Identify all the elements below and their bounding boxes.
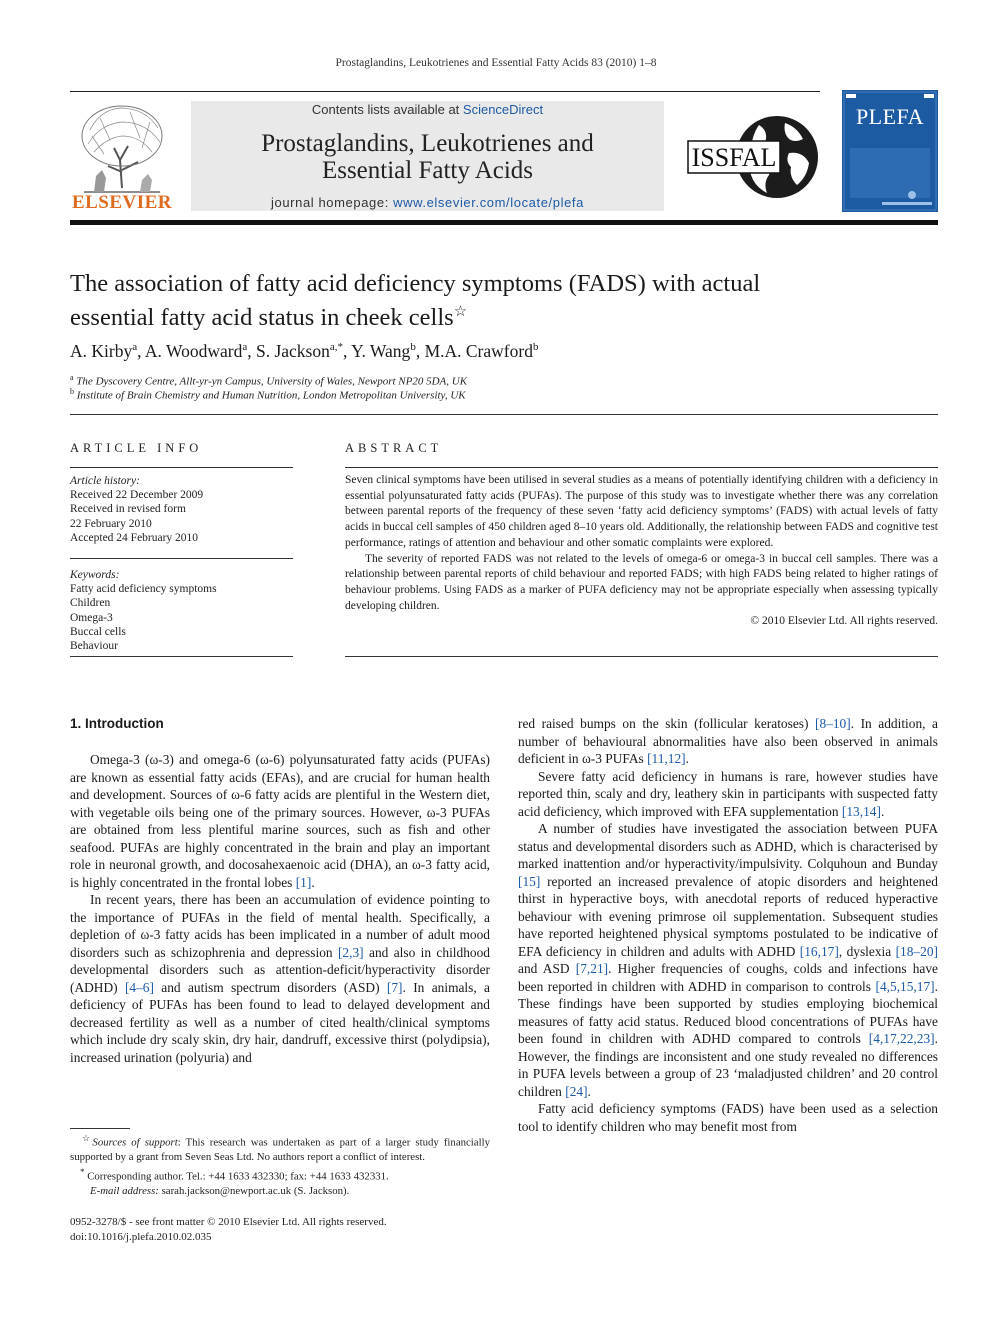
intro-paragraph bbox=[518, 1100, 938, 1135]
affiliation-a bbox=[70, 373, 770, 388]
abstract-rule-bottom bbox=[345, 656, 938, 657]
email-label: E-mail address: bbox=[90, 1184, 159, 1197]
article-title-line2: essential fatty acid status in cheek cells bbox=[70, 304, 454, 332]
citation-link[interactable]: [24] bbox=[565, 1083, 588, 1099]
support-label: Sources of support bbox=[92, 1136, 178, 1149]
author-affil-mark[interactable]: a bbox=[132, 341, 138, 354]
citation-link[interactable]: [13,14] bbox=[841, 803, 881, 819]
paragraph-text: . In addition, a number of behavioural abnormalities have also been observed in animals deficient in ω-3 PUFAs bbox=[518, 716, 938, 766]
abstract-body bbox=[345, 473, 938, 630]
abstract-rule-top bbox=[345, 467, 938, 468]
intro-paragraph bbox=[518, 820, 938, 1100]
intro-paragraph bbox=[518, 768, 938, 821]
paragraph-text: A number of studies have investigated the association between PUFA status and developmental disorders such as ADHD, which is characterised by marked inattention and/or hyperactivity/impulsivity. Colquhoun and Bunday bbox=[518, 821, 938, 871]
paragraph-text: Omega-3 (ω-3) and omega-6 (ω-6) polyunsaturated fatty acids (PUFAs) are known as essential fatty acids (EFAs), and are crucial for human health and development. Sources of ω-6 fatty acids are plentiful in the Western diet, with vegetable oils being one of the primary sources. However, ω-3 PUFAs are obtained from less plentiful marine sources, such as fish and other seafood. PUFAs are highly concentrated in the brain and play an important role in neuronal growth, and docosahexaenoic acid (DHA), an ω-3 fatty acid, is highly concentrated in the frontal lobes bbox=[70, 752, 490, 890]
sciencedirect-link[interactable]: ScienceDirect bbox=[462, 102, 544, 117]
author-separator: , bbox=[343, 341, 352, 361]
intro-paragraph bbox=[518, 715, 938, 768]
author-affil-mark[interactable]: b bbox=[410, 341, 416, 354]
paragraph-text: . bbox=[685, 751, 689, 766]
citation-link[interactable]: [11,12] bbox=[647, 751, 686, 766]
journal-title-line1: Prostaglandins, Leukotrienes and bbox=[261, 130, 594, 157]
citation-link[interactable]: [16,17] bbox=[799, 943, 839, 959]
support-footnote-mark: ☆ bbox=[82, 1133, 93, 1143]
paragraph-text: and also in childhood developmental disorders such as attention-deficit/hyperactivity disorder (ADHD) bbox=[70, 944, 490, 995]
body-right-column bbox=[518, 715, 938, 1135]
abstract-heading: ABSTRACT bbox=[345, 441, 443, 455]
history-item: 22 February 2010 bbox=[70, 517, 152, 530]
paragraph-text: and autism spectrum disorders (ASD) bbox=[153, 979, 387, 995]
paragraph-text: . bbox=[880, 803, 885, 819]
author-name: S. Jackson bbox=[255, 341, 330, 361]
journal-title bbox=[191, 130, 664, 184]
issn-line: 0952-3278/$ - see front matter © 2010 Elsevier Ltd. All rights reserved. bbox=[70, 1216, 387, 1228]
email-footnote bbox=[70, 1184, 490, 1199]
paragraph-text: . In animals, a deficiency of PUFAs has been found to lead to delayed development and decreased fertility as well as a number of cited health/clinical symptoms which include dry scaly skin, dry hair, dandruff, excessive thirst (polydipsia), increased urination (polyuria) and bbox=[70, 979, 490, 1065]
author-separator: , bbox=[247, 341, 256, 361]
article-history bbox=[70, 474, 293, 545]
doi-line[interactable]: doi:10.1016/j.plefa.2010.02.035 bbox=[70, 1230, 212, 1243]
paragraph-text: . bbox=[587, 1083, 591, 1099]
article-info-rule-bottom bbox=[70, 656, 293, 657]
body-left-column bbox=[70, 751, 490, 1066]
paragraph-text: . Higher frequencies of coughs, colds and infections have been reported in children with ADHD in comparison to controls bbox=[518, 961, 938, 994]
author-affil-mark[interactable]: a bbox=[242, 341, 248, 354]
paragraph-text: Fatty acid deficiency symptoms (FADS) have been used as a selection tool to identify children who may benefit most from bbox=[518, 1101, 938, 1134]
citation-link[interactable]: [1] bbox=[295, 874, 312, 890]
article-title bbox=[70, 269, 940, 332]
article-info-rule-top bbox=[70, 467, 293, 468]
header-section-divider bbox=[70, 414, 938, 415]
issfal-globe-logo-icon bbox=[685, 113, 820, 203]
author-affil-mark[interactable]: b bbox=[532, 341, 539, 354]
abstract-copyright: © 2010 Elsevier Ltd. All rights reserved. bbox=[750, 615, 938, 628]
keyword-item: Fatty acid deficiency symptoms bbox=[70, 583, 217, 596]
article-info-heading: ARTICLE INFO bbox=[70, 441, 203, 455]
paragraph-text: . bbox=[311, 874, 315, 890]
author-name: A. Woodward bbox=[144, 341, 243, 361]
bottom-info bbox=[70, 1215, 490, 1244]
author-name: Y. Wang bbox=[351, 341, 411, 361]
author-affil-mark[interactable]: a,* bbox=[329, 341, 343, 354]
paragraph-text: . However, the findings are inconsistent and one study revealed no differences in PUFA levels between a group of 23 ‘maladjusted children’ and 20 control children bbox=[518, 1031, 938, 1099]
paragraph-text: red raised bumps on the skin (follicular keratoses) bbox=[518, 716, 815, 731]
paragraph-text: In recent years, there has been an accumulation of evidence pointing to the importance of PUFAs in the field of mental health. Specifically, a depletion of ω-3 fatty acids has been implicated in a number of adult mood disorders such as schizophrenia and depression bbox=[70, 892, 490, 960]
support-text: : This research was undertaken as part of a larger study financially supported by a grant from Seven Seas Ltd. No authors report a conflict of interest. bbox=[70, 1136, 490, 1164]
header-divider bbox=[70, 91, 820, 92]
abstract-paragraph-2: The severity of reported FADS was not related to the levels of omega-6 or omega-3 in buccal cell samples. There was a relationship between parental reports of child behaviour and reported FADS; with high FADS being related to higher ratings of behaviour problems. Using FADS as a marker of PUFA deficiency may not be appropriate especially when assessing typically developing children. bbox=[345, 552, 938, 612]
paragraph-text: Severe fatty acid deficiency in humans is rare, however studies have reported thin, scaly and dry, leathery skin in participants with suspected fatty acid deficiency, which improved with EFA supplementation bbox=[518, 768, 938, 819]
paragraph-text: . These findings have been supported by studies employing biochemical measures of fatty acid status. Reduced blood concentrations of PUFAs have been found in children with ADHD compared to controls bbox=[518, 978, 938, 1046]
issfal-logo-text: ISSFAL bbox=[691, 143, 777, 172]
intro-paragraph bbox=[70, 751, 490, 891]
history-item: Accepted 24 February 2010 bbox=[70, 531, 199, 544]
author-separator: , bbox=[415, 341, 425, 361]
article-title-line1: The association of fatty acid deficiency symptoms (FADS) with actual bbox=[70, 270, 761, 297]
paragraph-text: reported an increased prevalence of atopic disorders and heightened thirst in hyperactive boys, with anecdotal reports of reduced hyperactive behaviour with evening primrose oil supplementation. Subsequent studies have reported heightened physical symptoms postulated to be indicative of EFA deficiency in children and adults with ADHD bbox=[518, 873, 938, 959]
author-separator: , bbox=[137, 341, 145, 361]
citation-link[interactable]: [15] bbox=[518, 873, 541, 889]
homepage-prefix: journal homepage: bbox=[271, 195, 394, 210]
citation-link[interactable]: [8–10] bbox=[814, 716, 851, 731]
keyword-item: Omega-3 bbox=[70, 611, 113, 624]
citation-link[interactable]: [18–20] bbox=[895, 943, 938, 959]
corresponding-mark: * bbox=[80, 1166, 85, 1177]
title-footnote-mark[interactable]: ☆ bbox=[453, 304, 468, 320]
cover-title: PLEFA bbox=[855, 104, 925, 129]
corresponding-author-footnote bbox=[70, 1165, 490, 1184]
paragraph-text: and ASD bbox=[518, 961, 576, 976]
contents-prefix: Contents lists available at bbox=[311, 102, 463, 117]
citation-link[interactable]: [4,5,15,17] bbox=[875, 978, 935, 994]
corresponding-text: Corresponding author. Tel.: +44 1633 432330; fax: +44 1633 432331. bbox=[87, 1170, 389, 1183]
footnotes bbox=[70, 1131, 490, 1198]
keyword-item: Children bbox=[70, 597, 111, 610]
running-head: Prostaglandins, Leukotrienes and Essential Fatty Acids 83 (2010) 1–8 bbox=[335, 57, 657, 69]
intro-paragraph bbox=[70, 891, 490, 1066]
footnote-rule bbox=[70, 1128, 130, 1129]
elsevier-wordmark: ELSEVIER bbox=[71, 192, 173, 213]
history-item: Received in revised form bbox=[70, 503, 186, 516]
author-list bbox=[70, 341, 940, 362]
journal-title-line2: Essential Fatty Acids bbox=[321, 157, 534, 184]
masthead-rule bbox=[70, 220, 938, 225]
paragraph-text: , dyslexia bbox=[838, 943, 896, 959]
affiliation-text: The Dyscovery Centre, Allt-yr-yn Campus, University of Wales, Newport NP20 5DA, UK bbox=[76, 375, 468, 388]
email-text[interactable]: sarah.jackson@newport.ac.uk (S. Jackson). bbox=[158, 1184, 350, 1197]
affiliation-b bbox=[70, 387, 770, 402]
citation-link[interactable]: [7,21] bbox=[575, 961, 609, 976]
keyword-item: Behaviour bbox=[70, 640, 118, 653]
affiliation-text: Institute of Brain Chemistry and Human Nutrition, London Metropolitan University, UK bbox=[76, 389, 466, 402]
history-item: Received 22 December 2009 bbox=[70, 489, 204, 502]
journal-homepage-link[interactable]: www.elsevier.com/locate/plefa bbox=[393, 195, 584, 210]
abstract-paragraph-1: Seven clinical symptoms have been utilised in several studies as a means of potentially identifying children with a deficiency in essential polyunsaturated fatty acids (PUFAs). The purpose of this study was to investigate whether there was any correlation between parental reports of the frequency of these seven ‘fatty acid deficiency symptoms’ (FADS) with actual levels of fatty acids in buccal cell samples of 450 children aged 8–10 years old. Additionally, the relationship between FADS and cognitive test performance, ratings of attention and behaviour and other somatic complaints were explored. bbox=[345, 474, 938, 549]
introduction-heading: 1. Introduction bbox=[70, 716, 164, 731]
support-footnote bbox=[70, 1131, 490, 1165]
citation-link[interactable]: [4–6] bbox=[124, 979, 154, 995]
article-info-rule-mid bbox=[70, 558, 293, 559]
citation-link[interactable]: [7] bbox=[386, 979, 403, 995]
citation-link[interactable]: [4,17,22,23] bbox=[868, 1031, 935, 1046]
affiliation-mark: b bbox=[70, 387, 74, 396]
citation-link[interactable]: [2,3] bbox=[337, 944, 364, 960]
author-name: M.A. Crawford bbox=[424, 341, 533, 361]
article-history-label: Article history: bbox=[70, 475, 140, 487]
contents-line bbox=[191, 102, 664, 117]
keyword-item: Buccal cells bbox=[70, 625, 126, 638]
affiliation-mark: a bbox=[70, 373, 74, 382]
keywords-label: Keywords: bbox=[70, 569, 120, 581]
author-name: A. Kirby bbox=[70, 341, 133, 361]
homepage-line bbox=[191, 195, 664, 210]
keywords bbox=[70, 568, 293, 653]
